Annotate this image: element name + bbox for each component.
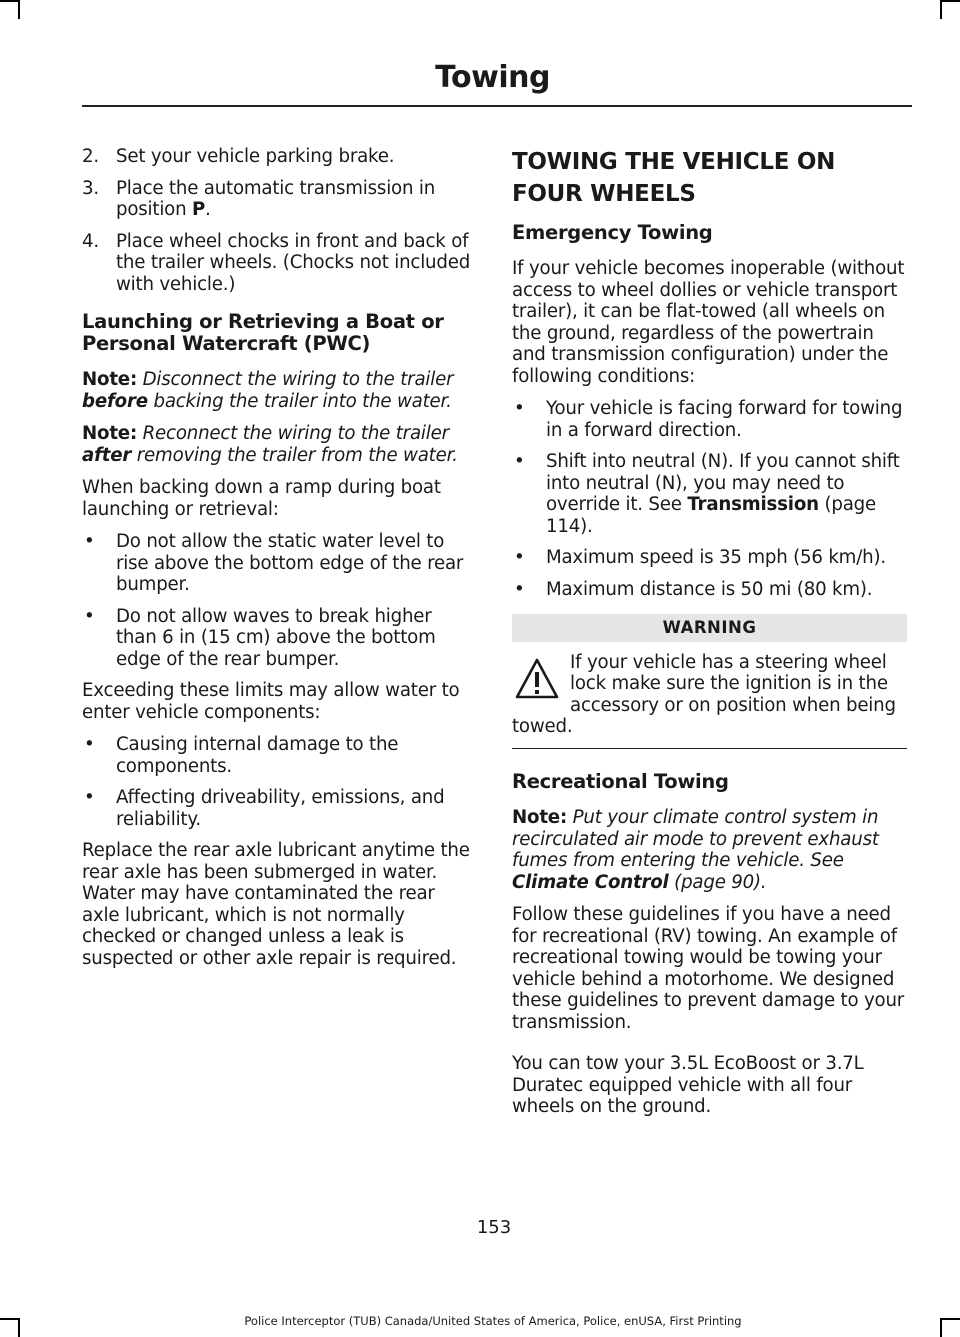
warning-box (512, 652, 907, 738)
bullet-item (82, 531, 477, 596)
note-text: Disconnect the wiring to the trailer (142, 369, 454, 390)
page-header-title: Towing (435, 60, 550, 95)
step-text-part: . (205, 199, 211, 220)
warning-triangle-icon (514, 656, 560, 702)
cross-reference-link[interactable]: Climate Control (512, 871, 669, 893)
chapter-heading: TOWING THE VEHICLE ON FOUR WHEELS (512, 149, 836, 207)
note-text: Reconnect the wiring to the trailer (142, 423, 449, 444)
note-text: removing the trailer from the water. (136, 444, 458, 466)
bullet-item (512, 579, 907, 601)
left-column (82, 146, 477, 980)
bullet-text: Maximum speed is 35 mph (56 km/h). (546, 547, 886, 568)
note-label: Note: (82, 423, 138, 444)
bullet-item (82, 787, 477, 830)
bullet-item (512, 547, 907, 569)
step-number: 3. (82, 177, 99, 199)
crop-mark (940, 0, 942, 19)
page-reference: (page 114). (546, 494, 876, 537)
bullet-glyph: • (514, 578, 525, 600)
bullet-text: Your vehicle is facing forward for towing in a forward direction. (546, 398, 903, 441)
cross-reference-link[interactable]: Transmission (687, 494, 819, 515)
warning-header: WARNING (512, 614, 907, 642)
step-number: 4. (82, 230, 99, 252)
note-emphasis: after (82, 444, 132, 466)
numbered-step (82, 146, 477, 168)
section-heading: Emergency Towing (512, 221, 713, 244)
note (82, 369, 477, 412)
bullet-glyph: • (514, 451, 525, 472)
bullet-glyph: • (84, 605, 95, 627)
bullet-text: Affecting driveability, emissions, and reliability. (116, 787, 445, 830)
paragraph: Replace the rear axle lubricant anytime the rear axle has been submerged in water. Water may have contaminated the rear axle lubricant, which is not normally checked or changed unless a leak is suspected or other axle repair is required. (82, 840, 470, 969)
bullet-glyph: • (514, 398, 525, 419)
bullet-text: Causing internal damage to the components. (116, 734, 399, 777)
bullet-item (82, 606, 477, 671)
paragraph: Follow these guidelines if you have a need for recreational (RV) towing. An example of recreational towing would be towing your vehicle behind a motorhome. We designed these guidelines to prevent damage to your transmission. (512, 904, 905, 1033)
crop-mark (18, 0, 20, 19)
bullet-text: Maximum distance is 50 mi (80 km). (546, 578, 873, 600)
note (82, 423, 477, 466)
bullet-item (512, 398, 907, 441)
note-emphasis: before (82, 390, 148, 412)
bullet-glyph: • (514, 547, 525, 568)
bullet-text-part: Shift into neutral (N). If you cannot shift into neutral (N), you may need to override it. See (546, 451, 900, 515)
numbered-step (82, 231, 477, 296)
section-heading: Launching or Retrieving a Boat or Personal Watercraft (PWC) (82, 310, 444, 355)
paragraph: You can tow your 3.5L EcoBoost or 3.7L Duratec equipped vehicle with all four wheels on the ground. (512, 1053, 864, 1117)
paragraph: If your vehicle becomes inoperable (without access to wheel dollies or vehicle transport trailer), it can be flat-towed (all wheels on the ground, regardless of the powertrain and transmission configuration) under the following conditions: (512, 258, 905, 387)
crop-mark (0, 0, 19, 2)
header-divider (82, 105, 912, 107)
bullet-text: Do not allow waves to break higher than 6 in (15 cm) above the bottom edge of the rear bumper. (116, 605, 436, 670)
step-text: Place wheel chocks in front and back of the trailer wheels. (Chocks not included with vehicle.) (116, 230, 471, 295)
page-reference: (page 90). (668, 871, 767, 893)
bullet-glyph: • (84, 734, 95, 755)
gear-position: P (192, 199, 206, 220)
step-text-part: Place the automatic transmission in position (116, 177, 436, 220)
step-text (116, 178, 477, 221)
note-text: backing the trailer into the water. (153, 390, 452, 412)
bullet-glyph: • (84, 531, 95, 552)
bullet-text (546, 451, 907, 537)
bullet-item (82, 734, 477, 777)
step-number: 2. (82, 146, 99, 167)
bullet-item (512, 451, 907, 537)
note (512, 807, 907, 893)
warning-text: If your vehicle has a steering wheel lock make sure the ignition is in the accessory or on position when being towed. (512, 651, 896, 737)
note-text: Put your climate control system in recirculated air mode to prevent exhaust fumes from entering the vehicle. See (512, 807, 879, 871)
note-label: Note: (512, 807, 568, 828)
numbered-step (82, 178, 477, 221)
paragraph: Exceeding these limits may allow water to enter vehicle components: (82, 680, 460, 723)
note-label: Note: (82, 369, 138, 390)
section-heading: Recreational Towing (512, 770, 729, 793)
right-column (512, 146, 907, 1129)
bullet-glyph: • (84, 787, 95, 808)
page-footer: Police Interceptor (TUB) Canada/United States of America, Police, enUSA, First Printing (244, 1314, 742, 1328)
page-number: 153 (476, 1217, 512, 1238)
paragraph: When backing down a ramp during boat launching or retrieval: (82, 477, 441, 520)
bullet-text: Do not allow the static water level to rise above the bottom edge of the rear bumper. (116, 531, 464, 595)
crop-mark (941, 0, 960, 2)
step-text: Set your vehicle parking brake. (116, 146, 395, 167)
warning-divider (512, 748, 907, 750)
